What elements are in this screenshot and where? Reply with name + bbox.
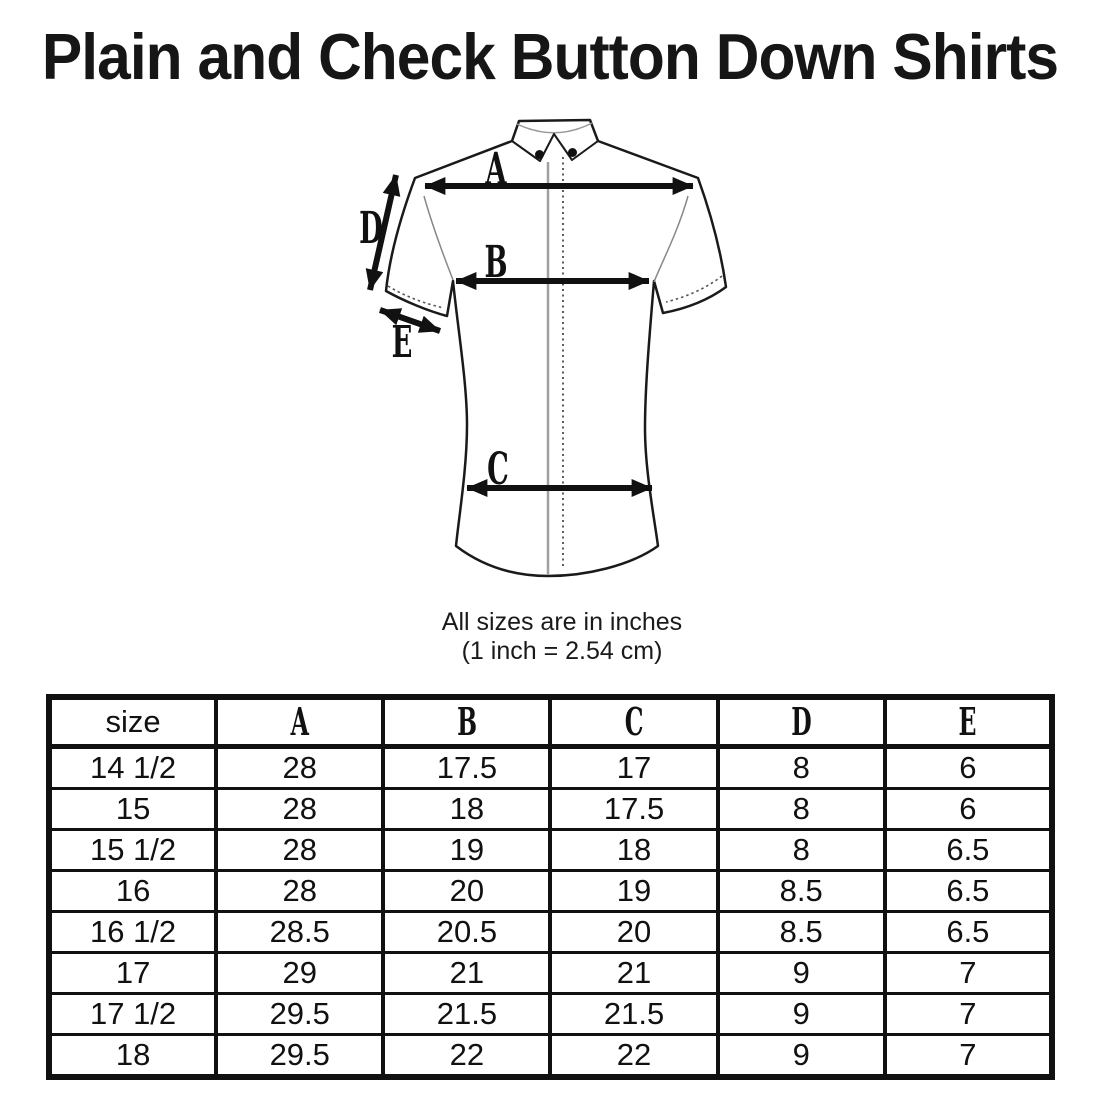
table-header bbox=[49, 697, 1052, 747]
measurement-cell: 28.5 bbox=[216, 912, 383, 953]
measurement-cell: 9 bbox=[718, 1035, 885, 1078]
measurement-cell: 6 bbox=[885, 747, 1052, 789]
size-chart-table bbox=[46, 694, 1055, 1080]
table-row bbox=[49, 1035, 1052, 1078]
measurement-cell: 6 bbox=[885, 789, 1052, 830]
measure-label-e: E bbox=[391, 316, 413, 368]
header-cell-b bbox=[383, 697, 550, 747]
measure-label-d: D bbox=[359, 202, 383, 254]
header-letter-e: E bbox=[958, 699, 977, 744]
measurement-cell: 18 bbox=[383, 789, 550, 830]
measurement-cell: 8 bbox=[718, 747, 885, 789]
header-cell-a bbox=[216, 697, 383, 747]
measurement-cell: 22 bbox=[550, 1035, 717, 1078]
measure-label-a: A bbox=[485, 143, 507, 195]
table-header-row bbox=[49, 697, 1052, 747]
size-cell: 16 1/2 bbox=[49, 912, 216, 953]
header-letter-a: A bbox=[290, 699, 309, 744]
measurement-cell: 8.5 bbox=[718, 871, 885, 912]
size-table-body bbox=[49, 747, 1052, 1078]
measurement-cell: 19 bbox=[550, 871, 717, 912]
measurement-cell: 8 bbox=[718, 789, 885, 830]
page-title: Plain and Check Button Down Shirts bbox=[41, 20, 1059, 93]
measurement-cell: 8 bbox=[718, 830, 885, 871]
header-cell-size: size bbox=[49, 697, 216, 747]
header-letter-d: D bbox=[790, 699, 812, 744]
measurement-cell: 21 bbox=[383, 953, 550, 994]
measurement-cell: 28 bbox=[216, 747, 383, 789]
measurement-cell: 29.5 bbox=[216, 994, 383, 1035]
header-letter-b: B bbox=[456, 699, 477, 744]
measurement-cell: 6.5 bbox=[885, 871, 1052, 912]
measurement-cell: 20 bbox=[383, 871, 550, 912]
measurement-cell: 17.5 bbox=[550, 789, 717, 830]
measurement-cell: 9 bbox=[718, 994, 885, 1035]
shirt-diagram bbox=[330, 95, 790, 605]
measurement-cell: 19 bbox=[383, 830, 550, 871]
measurement-cell: 17 bbox=[550, 747, 717, 789]
measurement-cell: 21.5 bbox=[383, 994, 550, 1035]
table-row bbox=[49, 953, 1052, 994]
table-row bbox=[49, 789, 1052, 830]
measurement-cell: 17.5 bbox=[383, 747, 550, 789]
sizes-note bbox=[362, 608, 762, 666]
collar-button-left-icon bbox=[535, 150, 544, 159]
collar-button-right-icon bbox=[568, 148, 577, 157]
measurement-cell: 7 bbox=[885, 994, 1052, 1035]
sizes-note-line2: (1 inch = 2.54 cm) bbox=[461, 637, 663, 665]
table-row bbox=[49, 747, 1052, 789]
size-cell: 17 1/2 bbox=[49, 994, 216, 1035]
measurement-cell: 9 bbox=[718, 953, 885, 994]
measure-label-b: B bbox=[484, 236, 508, 288]
measurement-cell: 6.5 bbox=[885, 830, 1052, 871]
measurement-cell: 28 bbox=[216, 830, 383, 871]
header-letter-c: C bbox=[624, 699, 644, 744]
measurement-cell: 29 bbox=[216, 953, 383, 994]
size-cell: 15 bbox=[49, 789, 216, 830]
measurement-cell: 28 bbox=[216, 871, 383, 912]
size-cell: 15 1/2 bbox=[49, 830, 216, 871]
header-cell-e bbox=[885, 697, 1052, 747]
measurement-cell: 7 bbox=[885, 1035, 1052, 1078]
measurement-cell: 20 bbox=[550, 912, 717, 953]
measurement-cell: 21 bbox=[550, 953, 717, 994]
table-row bbox=[49, 912, 1052, 953]
measurement-cell: 28 bbox=[216, 789, 383, 830]
size-cell: 16 bbox=[49, 871, 216, 912]
size-cell: 14 1/2 bbox=[49, 747, 216, 789]
measurement-cell: 18 bbox=[550, 830, 717, 871]
table-row bbox=[49, 871, 1052, 912]
table-row bbox=[49, 830, 1052, 871]
header-cell-d bbox=[718, 697, 885, 747]
table-row bbox=[49, 994, 1052, 1035]
header-cell-c bbox=[550, 697, 717, 747]
measurement-cell: 22 bbox=[383, 1035, 550, 1078]
measure-label-c: C bbox=[487, 443, 509, 495]
size-cell: 17 bbox=[49, 953, 216, 994]
measurement-cell: 21.5 bbox=[550, 994, 717, 1035]
measurement-cell: 20.5 bbox=[383, 912, 550, 953]
measurement-cell: 7 bbox=[885, 953, 1052, 994]
measurement-cell: 8.5 bbox=[718, 912, 885, 953]
measurement-cell: 6.5 bbox=[885, 912, 1052, 953]
size-cell: 18 bbox=[49, 1035, 216, 1078]
measurement-cell: 29.5 bbox=[216, 1035, 383, 1078]
sizes-note-line1: All sizes are in inches bbox=[441, 608, 683, 636]
